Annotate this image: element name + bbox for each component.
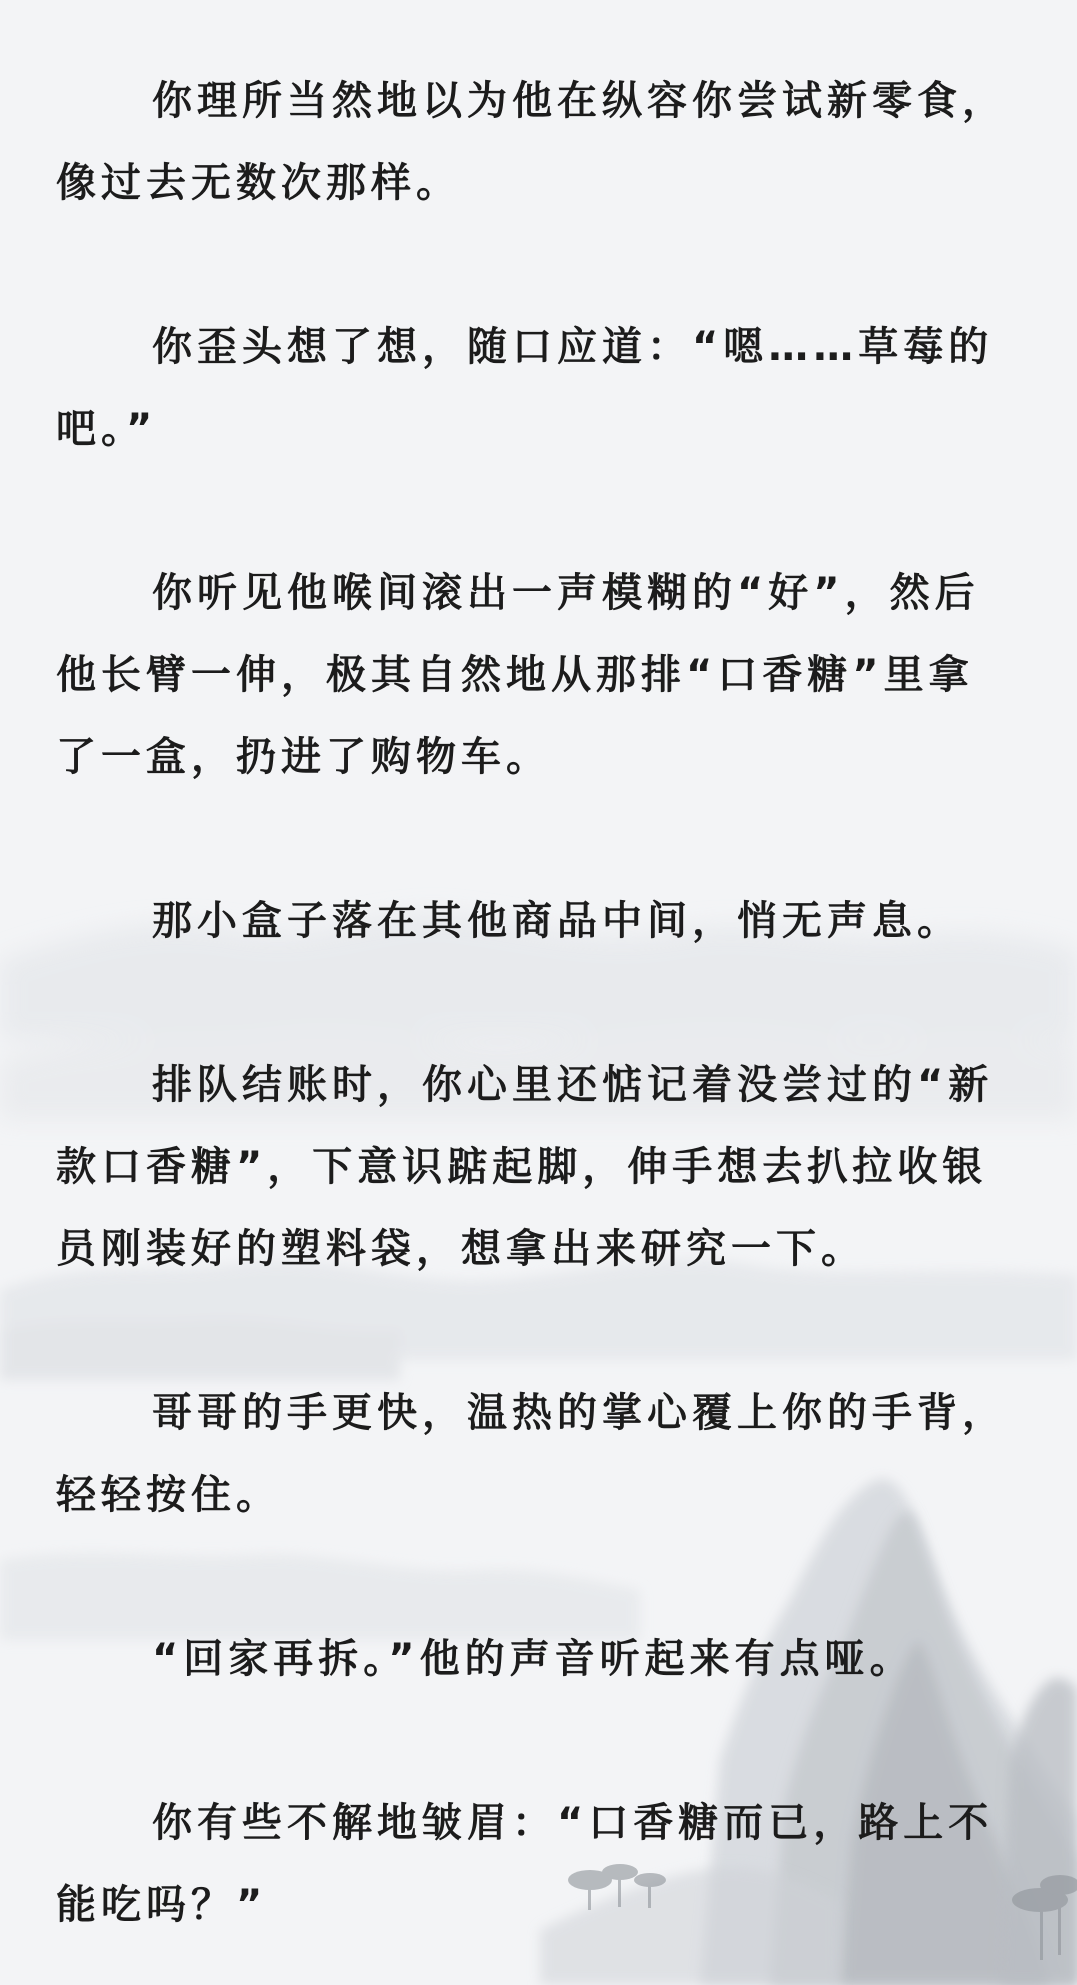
paragraph: 那小盒子落在其他商品中间，悄无声息。: [152, 898, 962, 944]
paragraph: 你理所当然地以为他在纵容你尝试新零食，像过去无数次那样。: [56, 78, 1007, 206]
paragraph: 你有些不解地皱眉：“口香糖而已，路上不能吃吗？”: [56, 1800, 994, 1928]
paragraph: 排队结账时，你心里还惦记着没尝过的“新款口香糖”，下意识踮起脚，伸手想去扒拉收银员刚装好的塑料袋，想拿出来研究一下。: [56, 1062, 994, 1272]
article-body: [56, 60, 1016, 1985]
paragraph: 哥哥的手更快，温热的掌心覆上你的手背，轻轻按住。: [56, 1390, 1007, 1518]
paragraph: “回家再拆。”他的声音听起来有点哑。: [152, 1636, 915, 1682]
paragraph: 你歪头想了想，随口应道：“嗯……草莓的吧。”: [56, 324, 994, 452]
paragraph: 你听见他喉间滚出一声模糊的“好”，然后他长臂一伸，极其自然地从那排“口香糖”里拿了一盒，扔进了购物车。: [56, 570, 980, 780]
